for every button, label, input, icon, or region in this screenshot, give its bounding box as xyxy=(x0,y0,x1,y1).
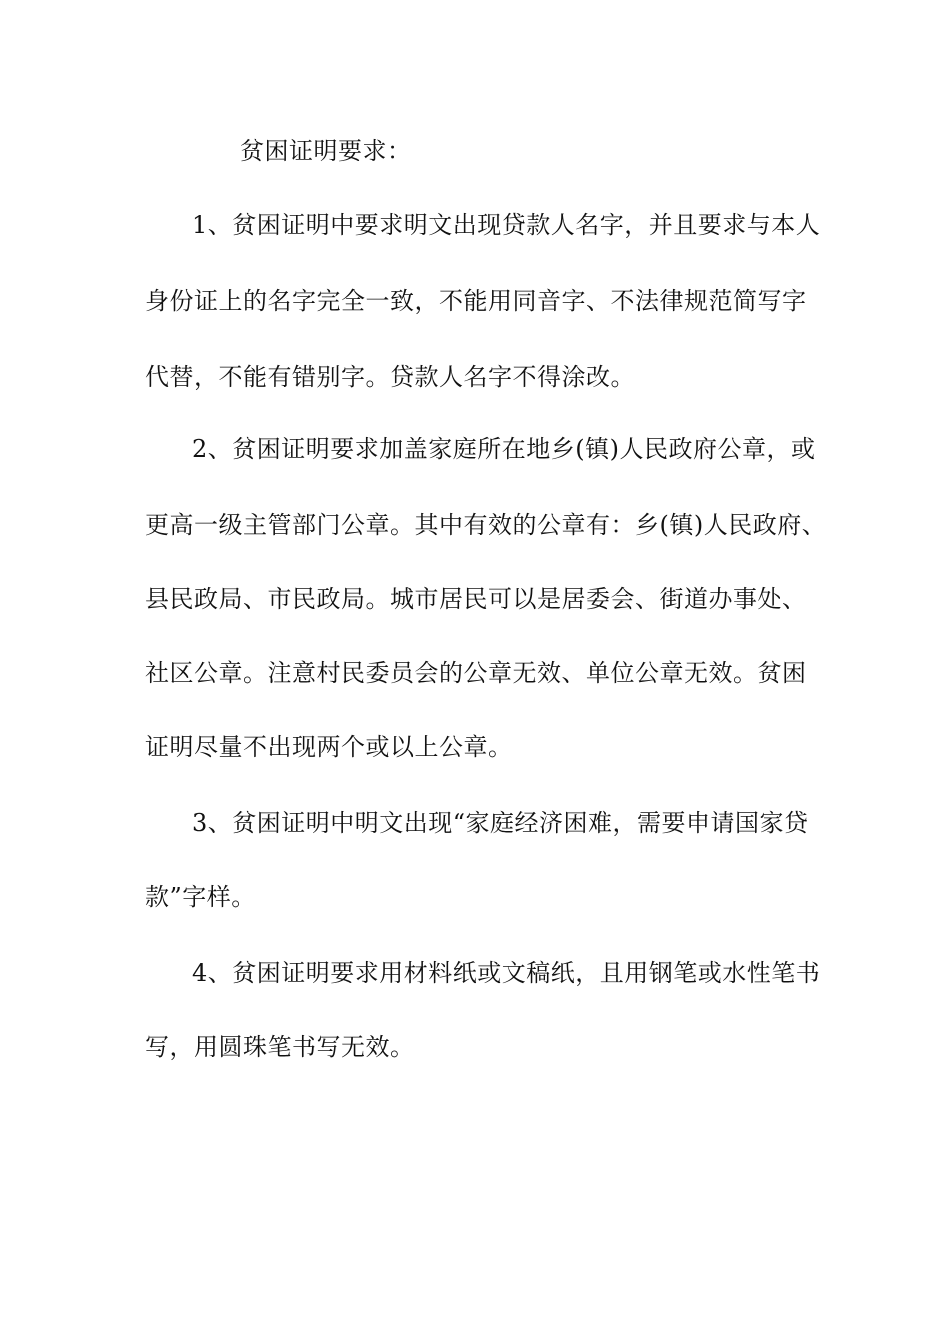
item-2-line-1: 2、贫困证明要求加盖家庭所在地乡(镇)人民政府公章，或 xyxy=(192,435,816,463)
item-4-line-2: 写，用圆珠笔书写无效。 xyxy=(145,1033,415,1061)
item-2-line-2: 更高一级主管部门公章。其中有效的公章有：乡(镇)人民政府、 xyxy=(145,511,827,539)
item-3-line-2: 款”字样。 xyxy=(145,883,256,911)
item-3-line-1: 3、贫困证明中明文出现“家庭经济困难，需要申请国家贷 xyxy=(192,809,809,837)
item-4-line-1: 4、贫困证明要求用材料纸或文稿纸，且用钢笔或水性笔书 xyxy=(192,959,821,987)
item-1-line-1: 1、贫困证明中要求明文出现贷款人名字，并且要求与本人 xyxy=(192,211,821,239)
item-1-line-2: 身份证上的名字完全一致，不能用同音字、不法律规范简写字 xyxy=(145,287,807,315)
item-2-line-5: 证明尽量不出现两个或以上公章。 xyxy=(145,733,513,761)
item-2-line-4: 社区公章。注意村民委员会的公章无效、单位公章无效。贫困 xyxy=(145,659,807,687)
item-2-line-3: 县民政局、市民政局。城市居民可以是居委会、街道办事处、 xyxy=(145,585,807,613)
item-1-line-3: 代替，不能有错别字。贷款人名字不得涂改。 xyxy=(145,363,635,391)
document-title: 贫困证明要求： xyxy=(240,137,412,165)
